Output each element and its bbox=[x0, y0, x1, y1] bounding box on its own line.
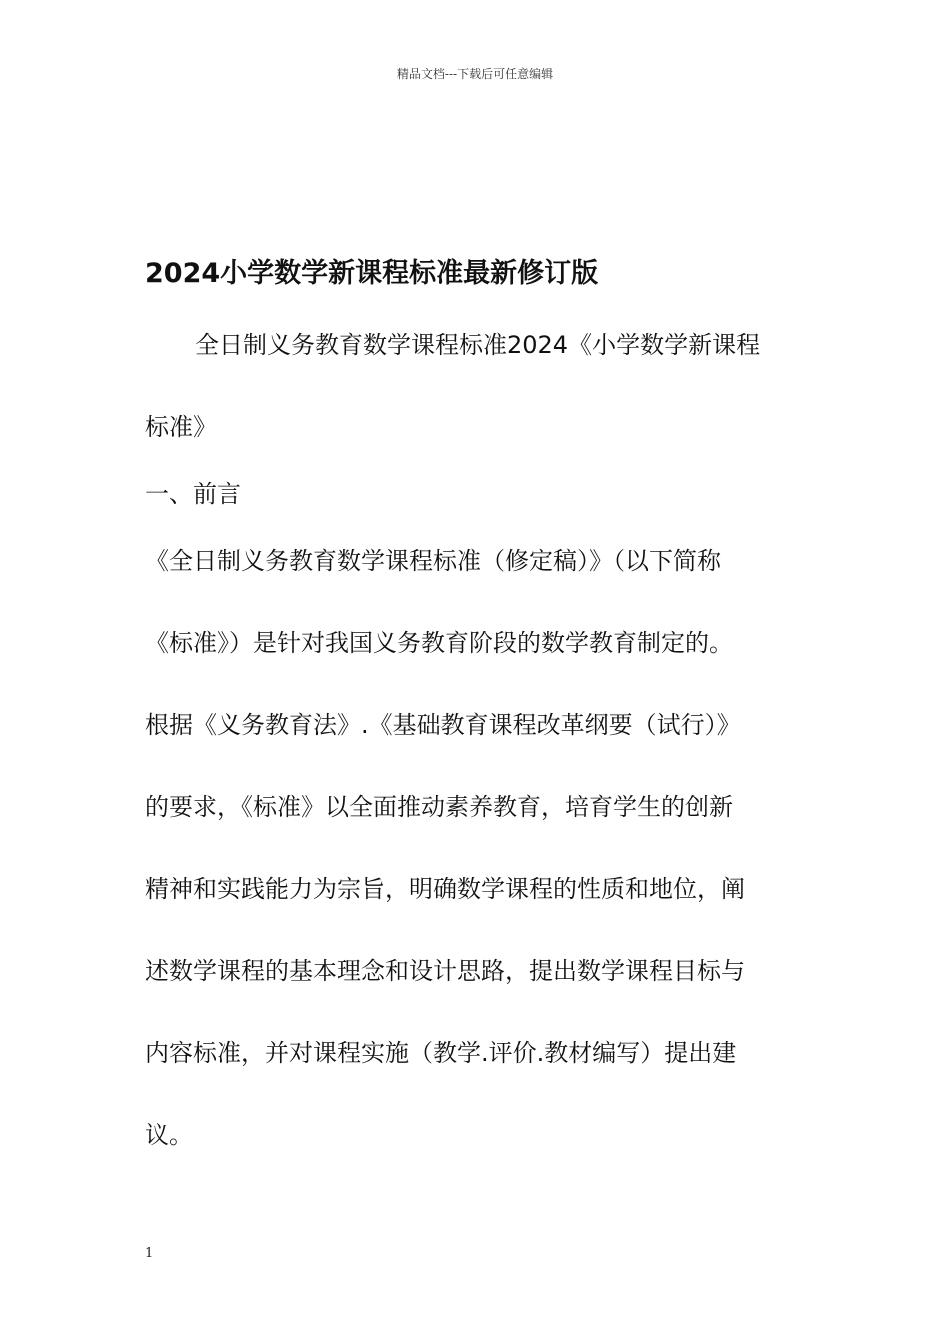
body-line-7: 内容标准，并对课程实施（教学.评价.教材编写）提出建 bbox=[145, 1039, 737, 1067]
section-heading: 一、前言 bbox=[145, 480, 241, 508]
body-line-4: 的要求，《标准》以全面推动素养教育，培育学生的创新 bbox=[145, 793, 733, 821]
body-line-5: 精神和实践能力为宗旨，明确数学课程的性质和地位，阐 bbox=[145, 875, 745, 903]
body-line-2: 《标准》）是针对我国义务教育阶段的数学教育制定的。 bbox=[145, 629, 733, 657]
subtitle-line-2: 标准》 bbox=[145, 413, 217, 441]
subtitle-line-1: 全日制义务教育数学课程标准2024《小学数学新课程 bbox=[195, 331, 761, 359]
body-line-1: 《全日制义务教育数学课程标准（修定稿）》（以下简称 bbox=[145, 547, 721, 575]
document-title: 2024小学数学新课程标准最新修订版 bbox=[145, 258, 599, 289]
body-line-3: 根据《义务教育法》.《基础教育课程改革纲要（试行）》 bbox=[145, 711, 741, 739]
body-line-8: 议。 bbox=[145, 1121, 193, 1149]
body-line-6: 述数学课程的基本理念和设计思路，提出数学课程目标与 bbox=[145, 957, 745, 985]
page-header: 精品文档---下载后可任意编辑 bbox=[396, 67, 554, 81]
page-number: 1 bbox=[145, 1246, 154, 1261]
